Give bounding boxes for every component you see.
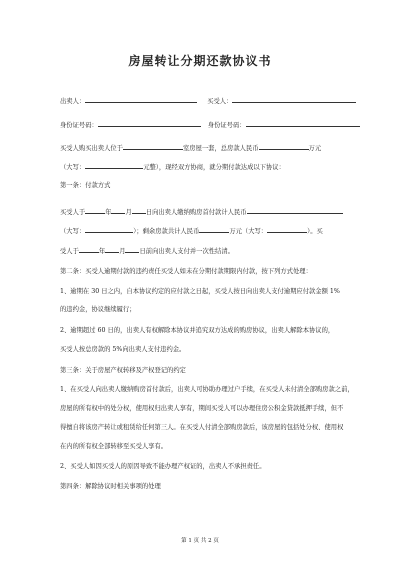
p5-text-a: 受人于 [60,248,79,255]
paragraph-11: 房屋的所有权中的处分权，使用权归出卖人享有，期间买受人可以办理住房公积金贷款抵押手续，但不 [60,405,344,412]
price-blank [259,143,309,150]
page-footer: 第 1 页 共 2 页 [181,538,219,544]
p1-text-c: 万元 [308,145,322,152]
paragraph-10: 1、在买受人向出卖人缴纳购房首付款后，出卖人可协助办理过户手续，在买受人未付清全部购房款之前， [60,386,354,393]
final-day-blank [125,246,139,253]
article-4: 第四条：解除协议时相关事项的处理 [60,483,161,490]
parties-row [60,96,360,106]
buyer-blank [232,96,356,103]
seller-id-label: 身份证号码： [60,122,98,129]
paragraph-1 [60,143,360,153]
article-2: 第二条：买受人逾期付款的违约责任买受人如未在分期付款期限内付款，按下列方式处理： [60,268,312,275]
id-row [60,120,360,130]
buyer-id-blank [246,120,360,127]
p2-text-b: 元整），现经双方协商，就分期付款达成以下协议： [143,164,285,171]
article-3: 第三条：关于房屋产权转移及产权登记的约定 [60,367,186,374]
p3-text-a: 买受人于 [60,209,86,216]
p4-text-b: ）；剩余房款共计人民币 [133,228,200,235]
p1-text-b: 室房屋一套，总房款人民币 [182,145,259,152]
p2-text-a: （大写： [60,164,86,171]
paragraph-4 [60,226,360,236]
p5-year: 年 [98,248,106,255]
p5-month: 月 [119,248,126,255]
p1-text-a: 买受人购买出卖人位于 [60,145,123,152]
year-blank [85,207,105,214]
document-title: 房屋转让分期还款协议书 [128,54,272,68]
p3-year: 年 [105,209,112,216]
down-payment-words-blank [85,226,133,233]
p4-text-d: ）。买 [307,228,323,235]
buyer-label: 买受人： [207,98,233,105]
paragraph-7: 的违约金，协议继续履行； [60,306,136,313]
seller-label: 出卖人： [60,98,86,105]
final-year-blank [79,246,99,253]
paragraph-2 [60,162,360,172]
down-payment-blank [247,207,343,214]
remaining-blank [199,226,229,233]
month-blank [111,207,125,214]
paragraph-8: 2、逾期超过 60 日的，出卖人有权解除本协议并追究双方达成的购房协议，出卖人解除本协议的， [60,327,335,334]
seller-blank [85,96,197,103]
paragraph-5 [60,246,360,256]
day-blank [132,207,146,214]
paragraph-3 [60,207,360,217]
seller-id-blank [98,120,201,127]
paragraph-9: 买受人按总房款的 5%向出卖人支付违约金。 [60,346,186,353]
paragraph-6: 1、逾期在 30 日之内，自本协议约定的应付款之日起，买受人按日向出卖人支付逾期应付款金额 1% [60,288,340,295]
p5-text-d: 日前向出卖人支付并一次性结清。 [139,248,234,255]
article-1: 第一条：付款方式 [60,182,111,189]
buyer-id-label: 身份证号码： [207,122,246,129]
location-blank [123,143,183,150]
remaining-words-blank [267,226,307,233]
paragraph-13: 在内的所有权全部转移至买受人享有。 [60,443,168,450]
amount-words-blank [85,162,143,169]
paragraph-14: 2、买受人如因买受人的原因导致不能办理产权证的，出卖人不承担责任。 [60,463,266,470]
p3-text-d: 日向出卖人缴纳购房首付款计人民币 [145,209,247,216]
p3-month: 月 [125,209,132,216]
final-month-blank [105,246,119,253]
p4-text-c: 万元（大写： [229,228,268,235]
p4-text-a: （大写： [60,228,86,235]
paragraph-12: 得擅自将该房产转让或租赁给任何第三人。在买受人付清全部购房款后，该房屋的包括处分权、使用权 [60,424,344,431]
